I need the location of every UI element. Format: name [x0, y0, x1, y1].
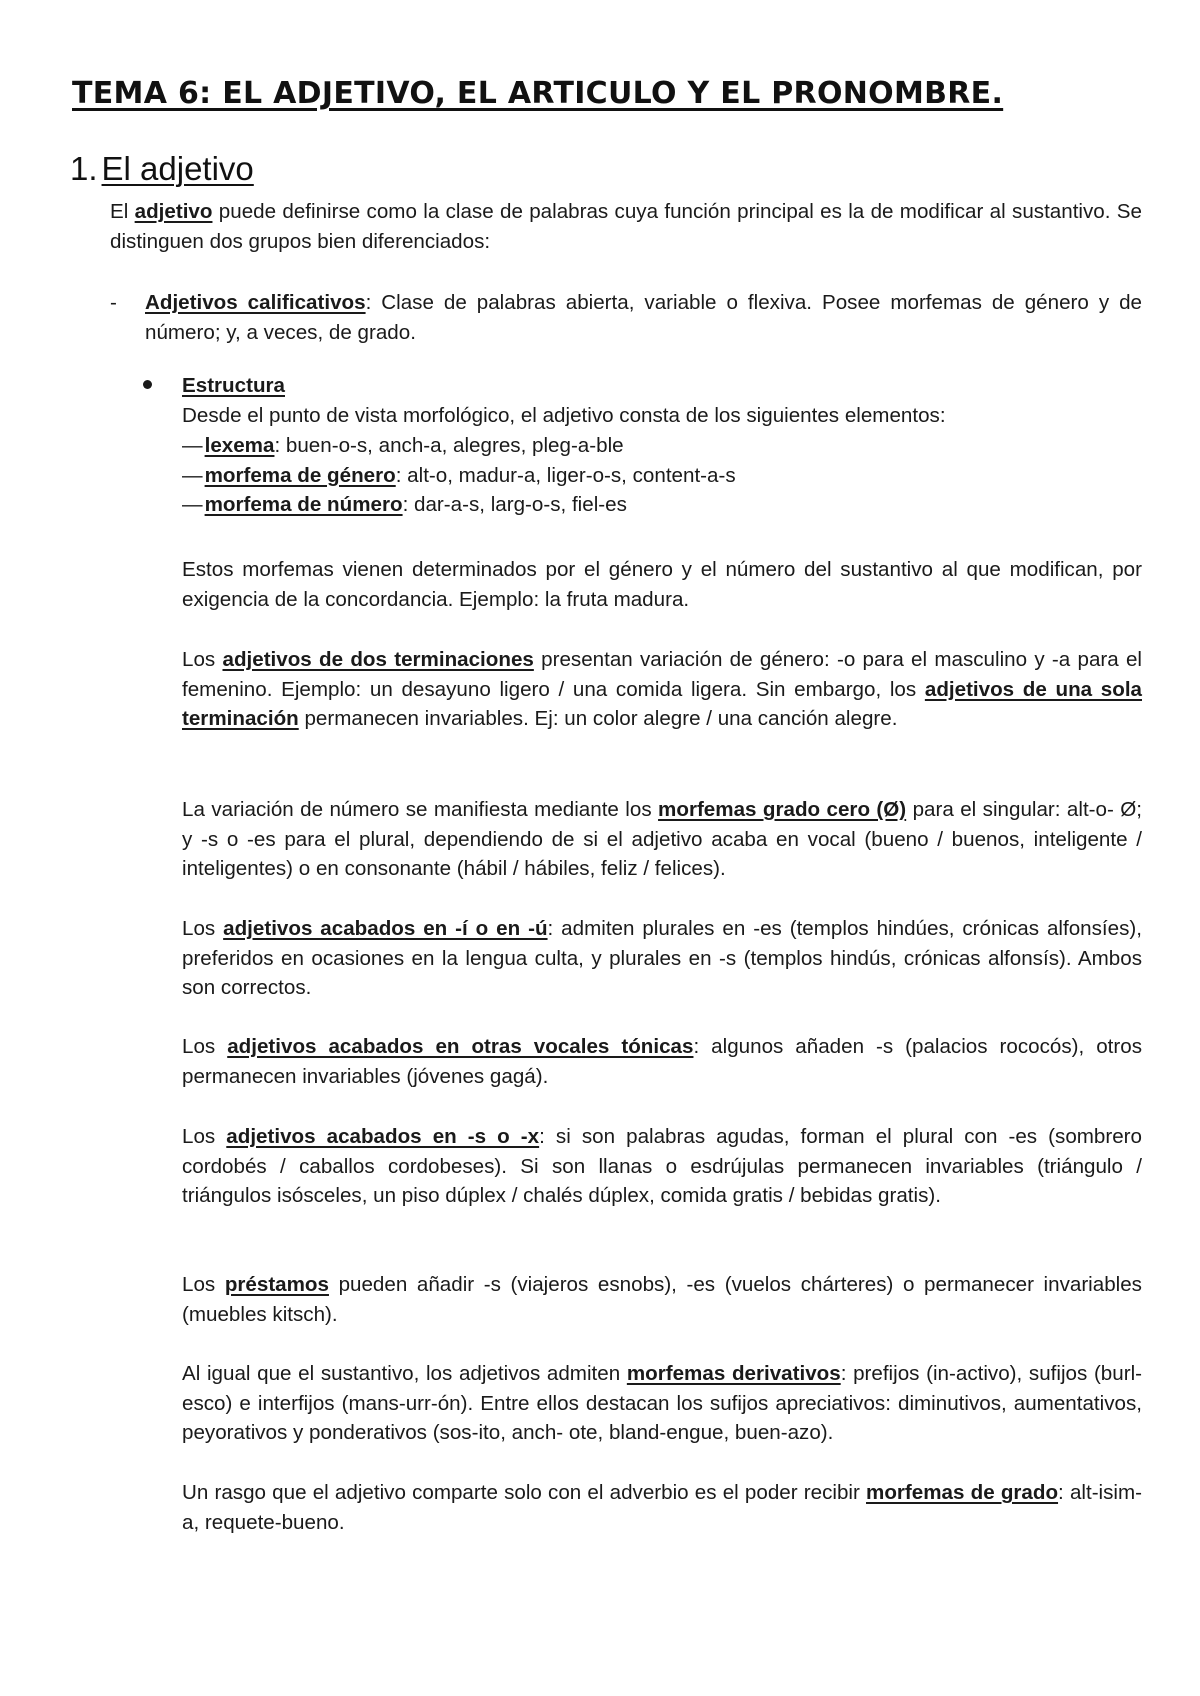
term-dos-terminaciones: adjetivos de dos terminaciones — [222, 648, 534, 671]
text: La variación de número se manifiesta mediante los — [182, 798, 659, 821]
term-lexema: lexema — [204, 434, 275, 457]
text: : si son palabras agudas, forman el plural con -es (sombrero cordobés / caballos cordobeses). Si son llanas o esdrújulas permanecen invariables (triángulo / triángulos isósceles, un piso dúplex / chalés dúplex, comida gratis / bebidas gratis). — [182, 1125, 1142, 1207]
acabados-sx-paragraph — [182, 1122, 1142, 1211]
estructura-intro: Desde el punto de vista morfológico, el adjetivo consta de los siguientes elementos: — [182, 404, 946, 427]
list-dash: - — [110, 291, 117, 314]
concordancia-paragraph: Estos morfemas vienen determinados por el género y el número del sustantivo al que modifican, por exigencia de la concordancia. Ejemplo: la fruta madura. — [182, 558, 1142, 611]
text: : alt-o, madur-a, liger-o-s, content-a-s — [395, 463, 736, 487]
bullet-dot — [143, 380, 152, 389]
estructura-term: Estructura — [182, 374, 285, 397]
term-acabados-sx: adjetivos acabados en -s o -x — [226, 1125, 540, 1148]
term-morfema-numero: morfema de número — [204, 493, 403, 516]
derivativos-paragraph — [182, 1359, 1142, 1448]
text: Al igual que el sustantivo, los adjetivos admiten — [182, 1362, 627, 1385]
term-grado-cero: morfemas grado cero (Ø) — [658, 798, 907, 821]
text: : buen-o-s, anch-a, alegres, pleg-a-ble — [274, 434, 624, 457]
list-item — [182, 461, 736, 491]
document-title: TEMA 6: EL ADJETIVO, EL ARTICULO Y EL PRONOMBRE. — [72, 76, 1004, 111]
em-dash: — — [182, 434, 203, 457]
grado-paragraph — [182, 1478, 1142, 1537]
term-acabados-iu: adjetivos acabados en -í o en -ú — [223, 917, 548, 940]
prestamos-paragraph — [182, 1270, 1142, 1329]
em-dash: — — [182, 493, 203, 516]
text: : alt-isim-a, requete-bueno. — [182, 1481, 1143, 1534]
estructura-list — [182, 431, 736, 520]
term-morfema-genero: morfema de género — [204, 463, 396, 487]
calificativos-paragraph — [145, 288, 1142, 347]
text: : prefijos (in-activo), sufijos (burl-esco) e interfijos (mans-urr-ón). Entre ellos destacan los sufijos apreciativos: diminutivos, aumentativos, peyorativos y ponderativos (sos-ito, anch- ote, bland-engue, buen-azo). — [182, 1362, 1143, 1444]
text: : admiten plurales en -es (templos hindúes, crónicas alfonsíes), preferidos en ocasiones en la lengua culta, y plurales en -s (templos hindús, crónicas alfonsís). Ambos son correctos. — [182, 917, 1142, 999]
text: permanecen invariables. Ej: un color alegre / una canción alegre. — [298, 707, 898, 730]
text: Los — [182, 1273, 225, 1296]
acabados-iu-paragraph — [182, 914, 1142, 1003]
list-item — [182, 490, 736, 520]
text: Un rasgo que el adjetivo comparte solo con el adverbio es el poder recibir — [182, 1481, 867, 1504]
intro-paragraph — [110, 197, 1142, 256]
vocales-tonicas-paragraph — [182, 1032, 1142, 1091]
text: Los — [182, 1035, 228, 1058]
text: : Clase de palabras abierta, variable o flexiva. Posee morfemas de género y de número; y, a veces, de grado. — [145, 291, 1142, 344]
text: : dar-a-s, larg-o-s, fiel-es — [402, 493, 627, 516]
term-adjetivo: adjetivo — [134, 200, 213, 223]
text: para el singular: alt-o- Ø; y -s o -es para el plural, dependiendo de si el adjetivo acaba en vocal (bueno / buenos, inteligente / inteligentes) o en consonante (hábil / hábiles, feliz / felices). — [182, 798, 1142, 880]
terminaciones-paragraph — [182, 645, 1142, 734]
list-item — [182, 431, 736, 461]
term-morfemas-grado: morfemas de grado — [866, 1481, 1059, 1504]
text: Los — [182, 917, 224, 940]
term-calificativos: Adjetivos calificativos — [145, 291, 366, 314]
term-vocales-tonicas: adjetivos acabados en otras vocales tónicas — [227, 1035, 694, 1058]
term-una-terminacion: adjetivos de una sola terminación — [182, 677, 1142, 730]
text: pueden añadir -s (viajeros esnobs), -es (vuelos chárteres) o permanecer invariables (muebles kitsch). — [182, 1273, 1142, 1326]
text: presentan variación de género: -o para el masculino y -a para el femenino. Ejemplo: un desayuno ligero / una comida ligera. Sin embargo, los — [182, 648, 1143, 701]
section-heading — [70, 150, 254, 188]
section-title: El adjetivo — [101, 150, 254, 187]
text: Los — [182, 648, 223, 671]
estructura-heading — [182, 371, 285, 401]
text: Los — [182, 1125, 227, 1148]
term-prestamos: préstamos — [224, 1273, 329, 1296]
text: El — [110, 200, 135, 223]
term-derivativos: morfemas derivativos — [626, 1362, 841, 1385]
text: : algunos añaden -s (palacios rococós), otros permanecen invariables (jóvenes gagá). — [182, 1035, 1142, 1088]
text: puede definirse como la clase de palabras cuya función principal es la de modificar al sustantivo. Se distinguen dos grupos bien diferenciados: — [110, 200, 1142, 253]
section-number: 1. — [70, 150, 98, 187]
em-dash: — — [182, 463, 203, 487]
numero-paragraph — [182, 795, 1142, 884]
